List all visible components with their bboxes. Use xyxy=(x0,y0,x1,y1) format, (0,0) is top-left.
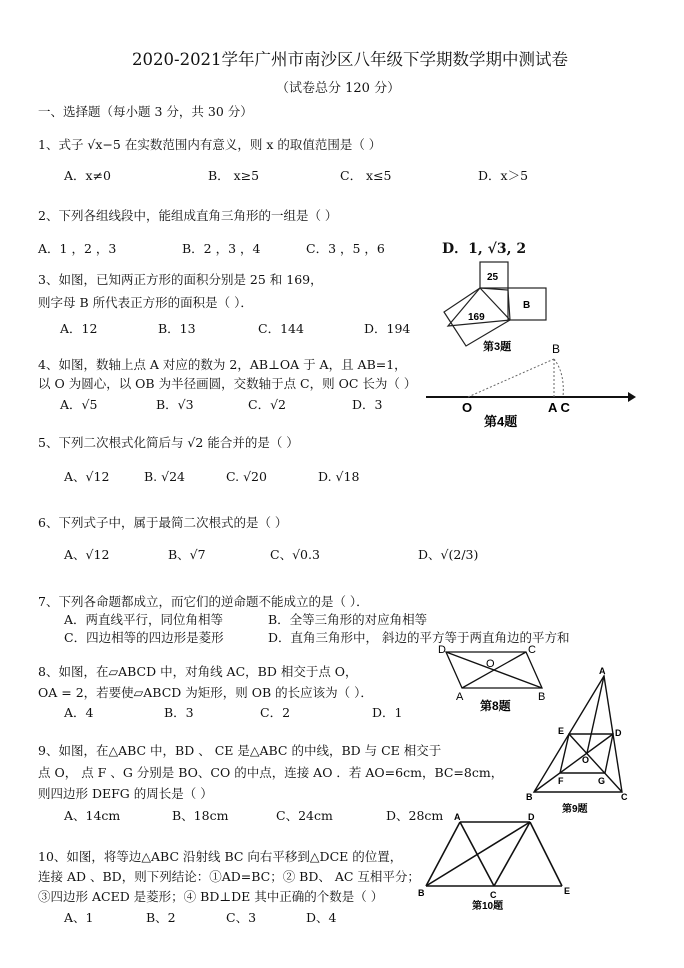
q2-stem: 2、下列各组线段中，能组成直角三角形的一组是（ ） xyxy=(38,208,338,223)
q9-option-d: D、28cm xyxy=(386,808,444,823)
q9-label-b: B xyxy=(526,792,533,802)
q2-option-d: D．1, √3, 2 xyxy=(442,241,527,257)
q4-option-b: B．√3 xyxy=(156,397,194,412)
q9-figure xyxy=(522,662,632,817)
q3-option-c: C．144 xyxy=(258,321,304,336)
q7-option-d: D．直角三角形中， 斜边的平方等于两直角边的平方和 xyxy=(268,630,570,645)
q10-label-c: C xyxy=(490,890,497,900)
q1-option-b: B． x≥5 xyxy=(208,168,260,183)
q3-option-d: D．194 xyxy=(364,321,411,336)
q3-option-b: B．13 xyxy=(158,321,196,336)
q9-stem-line1: 9、如图，在△ABC 中，BD 、 CE 是△ABC 的中线，BD 与 CE 相交于 xyxy=(38,743,442,758)
page-subtitle: （试卷总分 120 分） xyxy=(276,81,401,96)
q2-option-b: B．2 ，3 ，4 xyxy=(182,241,261,256)
q9-label-a: A xyxy=(599,666,606,676)
q8-option-b: B．3 xyxy=(164,705,194,720)
q9-option-c: C、24cm xyxy=(276,808,333,823)
q2-option-c: C．3 ，5 ，6 xyxy=(306,241,385,256)
q10-label-d: D xyxy=(528,812,535,822)
q9-label-f: F xyxy=(558,776,564,786)
q10-option-b: B、2 xyxy=(146,910,176,925)
q4-stem-line2: 以 O 为圆心，以 OB 为半径画圆，交数轴于点 C，则 OC 长为（ ） xyxy=(38,376,417,391)
q3-stem-line1: 3、如图，已知两正方形的面积分别是 25 和 169， xyxy=(38,272,323,287)
q5-stem: 5、下列二次根式化简后与 √2 能合并的是（ ） xyxy=(38,435,299,450)
q3-label-169: 169 xyxy=(468,312,485,323)
q3-label-25: 25 xyxy=(487,272,499,283)
q1-option-a: A．x≠0 xyxy=(64,168,112,183)
q9-caption: 第9题 xyxy=(562,804,588,815)
q3-stem-line2: 则字母 B 所代表正方形的面积是（ ）． xyxy=(38,295,253,310)
q6-option-b: B、√7 xyxy=(168,547,206,562)
q10-label-a: A xyxy=(454,812,461,822)
q9-label-d: D xyxy=(615,728,622,738)
q10-option-c: C、3 xyxy=(226,910,257,925)
q3-caption: 第3题 xyxy=(483,341,512,353)
q8-label-a: A xyxy=(456,691,464,703)
q7-stem: 7、下列各命题都成立，而它们的逆命题不能成立的是（ ）． xyxy=(38,594,369,609)
q4-option-c: C．√2 xyxy=(248,397,286,412)
q8-label-d: D xyxy=(438,644,446,656)
q9-label-g: G xyxy=(598,776,606,786)
q10-label-e: E xyxy=(564,886,571,896)
q10-stem-line2: 连接 AD 、BD，则下列结论：①AD=BC；② BD、 AC 互相平分； xyxy=(38,869,420,884)
q8-label-c: C xyxy=(528,644,536,656)
q1-option-d: D．x＞5 xyxy=(478,168,529,183)
q7-option-a: A．两直线平行，同位角相等 xyxy=(64,612,224,627)
q5-option-d: D. √18 xyxy=(318,469,360,484)
page-title: 2020-2021学年广州市南沙区八年级下学期数学期中测试卷 xyxy=(132,50,569,69)
q1-stem: 1、式子 √x−5 在实数范围内有意义，则 x 的取值范围是（ ） xyxy=(38,137,382,152)
q8-option-c: C．2 xyxy=(260,705,291,720)
q4-option-d: D．3 xyxy=(352,397,383,412)
q5-option-b: B. √24 xyxy=(144,469,186,484)
q10-stem-line1: 10、如图，将等边△ABC 沿射线 BC 向右平移到△DCE 的位置， xyxy=(38,849,403,864)
section-heading: 一、选择题（每小题 3 分，共 30 分） xyxy=(38,104,253,119)
q4-label-ac: A C xyxy=(548,400,570,415)
q1-option-c: C． x≤5 xyxy=(340,168,392,183)
q4-stem-line1: 4、如图，数轴上点 A 对应的数为 2，AB⊥OA 于 A，且 AB=1， xyxy=(38,357,407,372)
q4-caption: 第4题 xyxy=(484,414,518,429)
q10-caption: 第10题 xyxy=(472,901,504,912)
q2-option-a: A．1 ，2 ，3 xyxy=(38,241,117,256)
q9-option-b: B、18cm xyxy=(172,808,229,823)
q9-label-o: O xyxy=(582,755,590,765)
q7-option-c: C．四边相等的四边形是菱形 xyxy=(64,630,224,645)
q8-stem-line1: 8、如图，在▱ABCD 中，对角线 AC，BD 相交于点 O， xyxy=(38,664,358,679)
q10-figure xyxy=(416,810,576,916)
q10-option-d: D、4 xyxy=(306,910,337,925)
q9-option-a: A、14cm xyxy=(64,808,121,823)
q5-option-c: C. √20 xyxy=(226,469,267,484)
q10-label-b: B xyxy=(418,888,425,898)
q6-option-c: C、√0.3 xyxy=(270,547,320,562)
q8-stem-line2: OA = 2，若要使▱ABCD 为矩形，则 OB 的长应该为（ ）． xyxy=(38,685,373,700)
q4-figure xyxy=(422,338,636,430)
q9-label-e: E xyxy=(558,726,565,736)
q8-label-b: B xyxy=(538,691,546,703)
q9-stem-line2: 点 O， 点 F 、G 分别是 BO、CO 的中点，连接 AO ．若 AO=6cm，BC=8cm， xyxy=(38,765,504,780)
q3-label-b: B xyxy=(523,300,531,311)
q6-option-a: A、√12 xyxy=(64,547,110,562)
q9-label-c: C xyxy=(621,792,628,802)
q9-stem-line3: 则四边形 DEFG 的周长是（ ） xyxy=(38,786,213,801)
q4-label-o: O xyxy=(462,400,473,415)
q8-caption: 第8题 xyxy=(480,699,511,713)
q7-option-b: B．全等三角形的对应角相等 xyxy=(268,612,428,627)
q10-option-a: A、1 xyxy=(64,910,94,925)
q6-stem: 6、下列式子中，属于最简二次根式的是（ ） xyxy=(38,515,288,530)
q8-label-o: O xyxy=(486,658,495,670)
q4-label-b: B xyxy=(552,342,561,356)
q6-option-d: D、√(2/3) xyxy=(418,547,479,562)
q10-stem-line3: ③四边形 ACED 是菱形；④ BD⊥DE 其中正确的个数是（ ） xyxy=(38,889,384,904)
q5-option-a: A、√12 xyxy=(64,469,110,484)
q3-option-a: A．12 xyxy=(60,321,98,336)
q4-option-a: A．√5 xyxy=(60,397,98,412)
q8-option-d: D．1 xyxy=(372,705,403,720)
q8-option-a: A．4 xyxy=(64,705,94,720)
